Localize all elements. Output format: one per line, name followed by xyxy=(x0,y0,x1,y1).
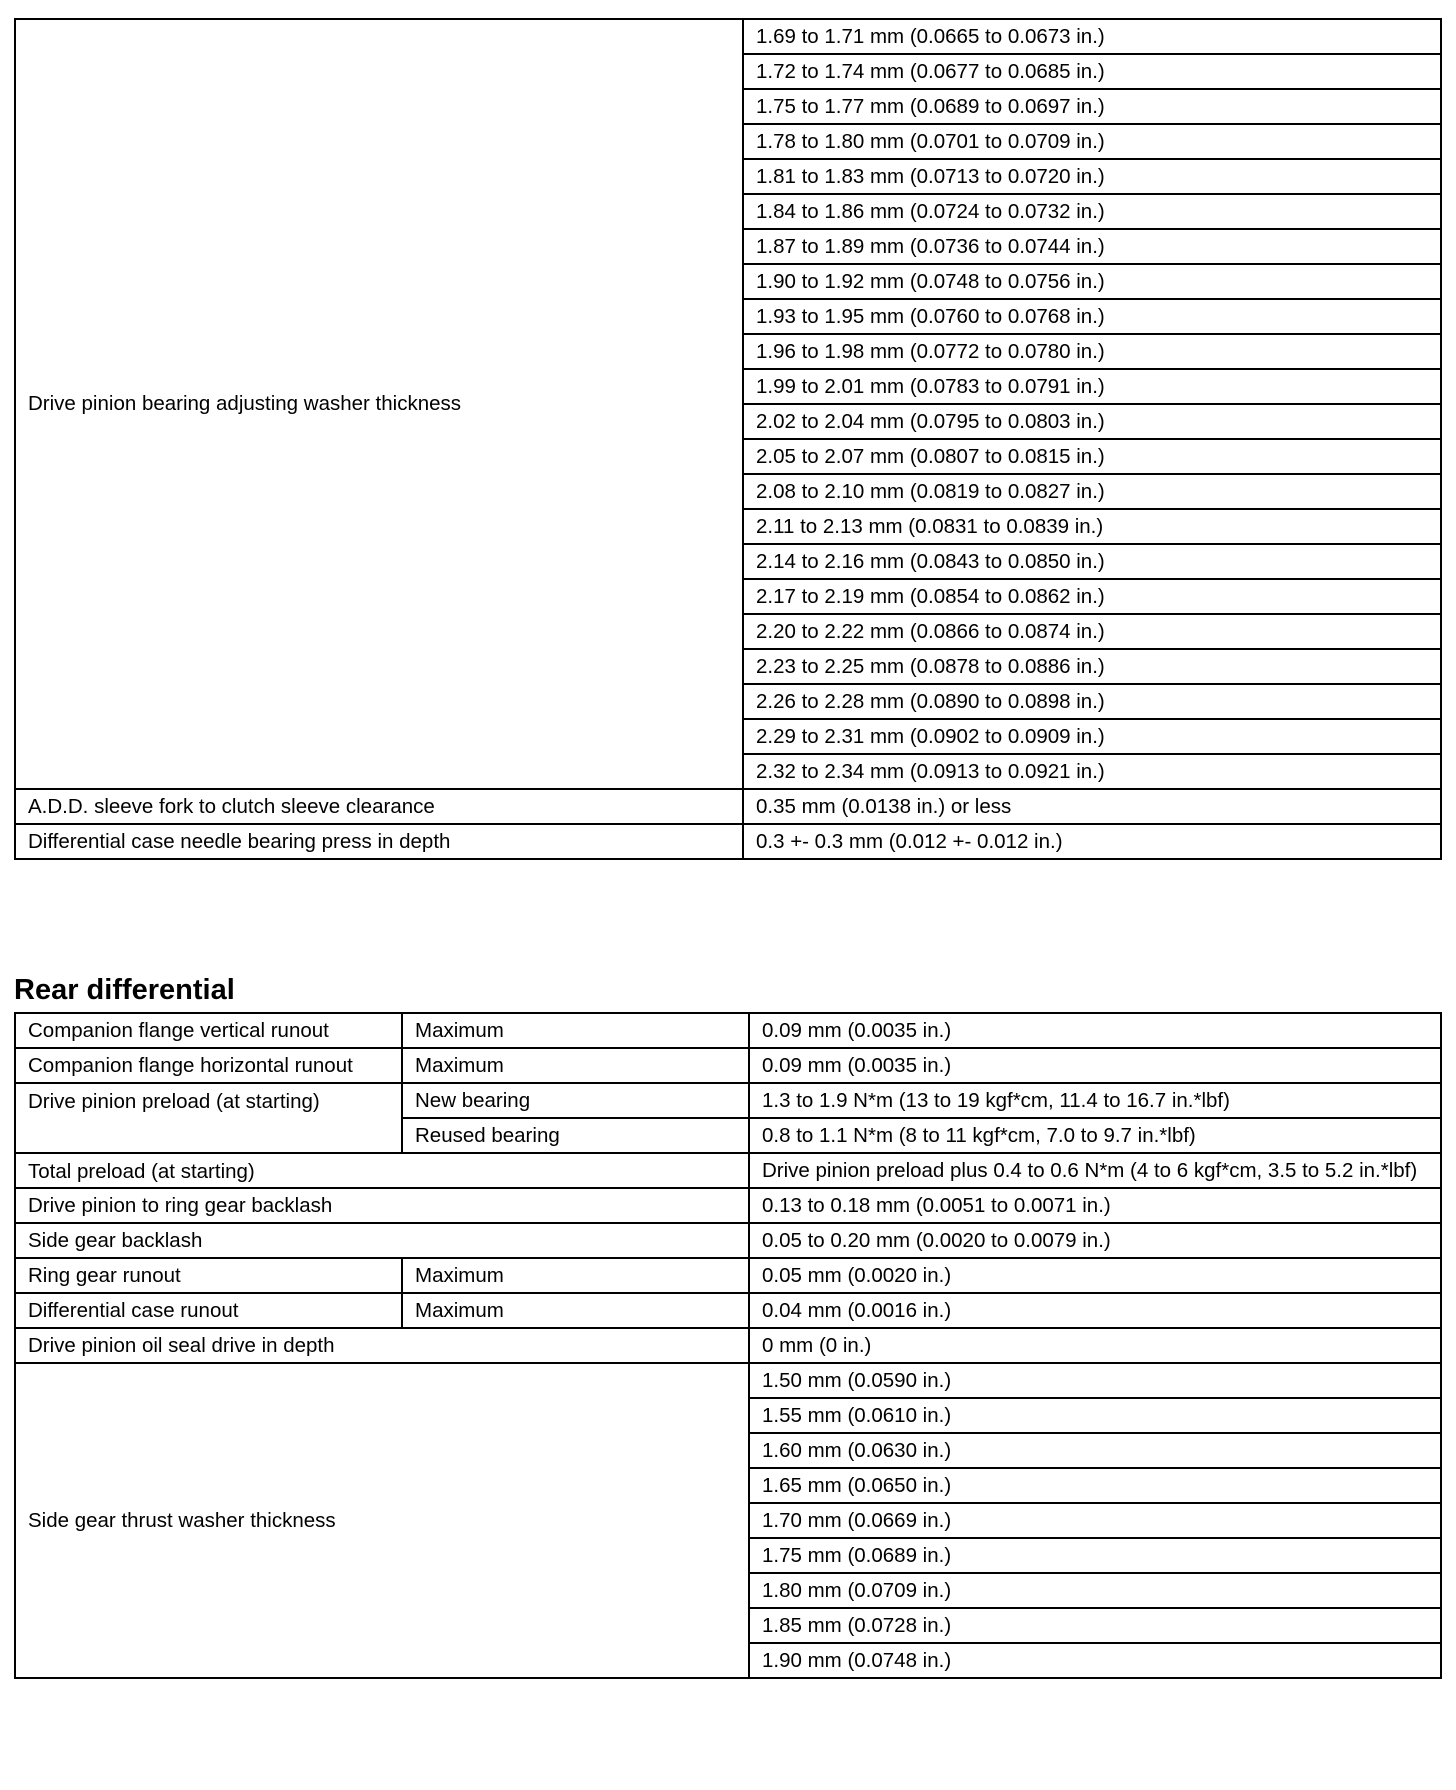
thrust-washer-value: 1.60 mm (0.0630 in.) xyxy=(749,1433,1441,1468)
side-backlash-value: 0.05 to 0.20 mm (0.0020 to 0.0079 in.) xyxy=(749,1223,1441,1258)
washer-value: 2.05 to 2.07 mm (0.0807 to 0.0815 in.) xyxy=(743,439,1441,474)
thrust-washer-label: Side gear thrust washer thickness xyxy=(15,1363,749,1678)
sleeve-fork-clearance-value: 0.35 mm (0.0138 in.) or less xyxy=(743,789,1441,824)
case-runout-sub: Maximum xyxy=(402,1293,749,1328)
table-row xyxy=(15,789,1441,824)
washer-value: 1.69 to 1.71 mm (0.0665 to 0.0673 in.) xyxy=(743,19,1441,54)
washer-value: 2.02 to 2.04 mm (0.0795 to 0.0803 in.) xyxy=(743,404,1441,439)
washer-value: 2.20 to 2.22 mm (0.0866 to 0.0874 in.) xyxy=(743,614,1441,649)
table-row xyxy=(15,1013,1441,1048)
table-row xyxy=(15,1293,1441,1328)
thrust-washer-value: 1.70 mm (0.0669 in.) xyxy=(749,1503,1441,1538)
ring-runout-sub: Maximum xyxy=(402,1258,749,1293)
front-spec-table xyxy=(14,18,1442,860)
sleeve-fork-clearance-label: A.D.D. sleeve fork to clutch sleeve clearance xyxy=(15,789,743,824)
washer-value: 2.08 to 2.10 mm (0.0819 to 0.0827 in.) xyxy=(743,474,1441,509)
washer-value: 1.78 to 1.80 mm (0.0701 to 0.0709 in.) xyxy=(743,124,1441,159)
case-runout-label: Differential case runout xyxy=(15,1293,402,1328)
washer-thickness-label: Drive pinion bearing adjusting washer thickness xyxy=(15,19,743,789)
thrust-washer-value: 1.90 mm (0.0748 in.) xyxy=(749,1643,1441,1678)
thrust-washer-value: 1.80 mm (0.0709 in.) xyxy=(749,1573,1441,1608)
companion-horizontal-sub: Maximum xyxy=(402,1048,749,1083)
companion-vertical-value: 0.09 mm (0.0035 in.) xyxy=(749,1013,1441,1048)
washer-value: 1.81 to 1.83 mm (0.0713 to 0.0720 in.) xyxy=(743,159,1441,194)
rear-differential-table xyxy=(14,1012,1442,1679)
total-preload-label: Total preload (at starting) xyxy=(15,1153,749,1188)
oil-seal-label: Drive pinion oil seal drive in depth xyxy=(15,1328,749,1363)
washer-value: 2.17 to 2.19 mm (0.0854 to 0.0862 in.) xyxy=(743,579,1441,614)
washer-value: 2.23 to 2.25 mm (0.0878 to 0.0886 in.) xyxy=(743,649,1441,684)
table-row xyxy=(15,1083,1441,1118)
washer-value: 2.11 to 2.13 mm (0.0831 to 0.0839 in.) xyxy=(743,509,1441,544)
thrust-washer-value: 1.65 mm (0.0650 in.) xyxy=(749,1468,1441,1503)
washer-value: 1.96 to 1.98 mm (0.0772 to 0.0780 in.) xyxy=(743,334,1441,369)
pinion-preload-new-value: 1.3 to 1.9 N*m (13 to 19 kgf*cm, 11.4 to 16.7 in.*lbf) xyxy=(749,1083,1441,1118)
washer-value: 1.90 to 1.92 mm (0.0748 to 0.0756 in.) xyxy=(743,264,1441,299)
washer-value: 2.14 to 2.16 mm (0.0843 to 0.0850 in.) xyxy=(743,544,1441,579)
oil-seal-value: 0 mm (0 in.) xyxy=(749,1328,1441,1363)
washer-value: 1.72 to 1.74 mm (0.0677 to 0.0685 in.) xyxy=(743,54,1441,89)
pinion-preload-new-sub: New bearing xyxy=(402,1083,749,1118)
table-row xyxy=(15,1258,1441,1293)
section-heading-rear-differential: Rear differential xyxy=(14,974,235,1006)
total-preload-value: Drive pinion preload plus 0.4 to 0.6 N*m (4 to 6 kgf*cm, 3.5 to 5.2 in.*lbf) xyxy=(749,1153,1441,1188)
washer-value: 1.93 to 1.95 mm (0.0760 to 0.0768 in.) xyxy=(743,299,1441,334)
pinion-preload-reused-value: 0.8 to 1.1 N*m (8 to 11 kgf*cm, 7.0 to 9.7 in.*lbf) xyxy=(749,1118,1441,1153)
needle-bearing-depth-label: Differential case needle bearing press in depth xyxy=(15,824,743,859)
backlash-label: Drive pinion to ring gear backlash xyxy=(15,1188,749,1223)
companion-vertical-label: Companion flange vertical runout xyxy=(15,1013,402,1048)
case-runout-value: 0.04 mm (0.0016 in.) xyxy=(749,1293,1441,1328)
table-row xyxy=(15,1328,1441,1363)
companion-vertical-sub: Maximum xyxy=(402,1013,749,1048)
washer-value: 1.87 to 1.89 mm (0.0736 to 0.0744 in.) xyxy=(743,229,1441,264)
table-row xyxy=(15,1188,1441,1223)
side-backlash-label: Side gear backlash xyxy=(15,1223,749,1258)
backlash-value: 0.13 to 0.18 mm (0.0051 to 0.0071 in.) xyxy=(749,1188,1441,1223)
companion-horizontal-value: 0.09 mm (0.0035 in.) xyxy=(749,1048,1441,1083)
washer-value: 1.84 to 1.86 mm (0.0724 to 0.0732 in.) xyxy=(743,194,1441,229)
washer-value: 2.26 to 2.28 mm (0.0890 to 0.0898 in.) xyxy=(743,684,1441,719)
ring-runout-value: 0.05 mm (0.0020 in.) xyxy=(749,1258,1441,1293)
pinion-preload-reused-sub: Reused bearing xyxy=(402,1118,749,1153)
ring-runout-label: Ring gear runout xyxy=(15,1258,402,1293)
pinion-preload-label: Drive pinion preload (at starting) xyxy=(15,1083,402,1153)
washer-value: 2.32 to 2.34 mm (0.0913 to 0.0921 in.) xyxy=(743,754,1441,789)
thrust-washer-value: 1.85 mm (0.0728 in.) xyxy=(749,1608,1441,1643)
table-row xyxy=(15,1363,1441,1398)
needle-bearing-depth-value: 0.3 +- 0.3 mm (0.012 +- 0.012 in.) xyxy=(743,824,1441,859)
thrust-washer-value: 1.55 mm (0.0610 in.) xyxy=(749,1398,1441,1433)
table-row xyxy=(15,1153,1441,1188)
thrust-washer-value: 1.75 mm (0.0689 in.) xyxy=(749,1538,1441,1573)
washer-value: 2.29 to 2.31 mm (0.0902 to 0.0909 in.) xyxy=(743,719,1441,754)
washer-value: 1.99 to 2.01 mm (0.0783 to 0.0791 in.) xyxy=(743,369,1441,404)
table-row xyxy=(15,1223,1441,1258)
thrust-washer-value: 1.50 mm (0.0590 in.) xyxy=(749,1363,1441,1398)
companion-horizontal-label: Companion flange horizontal runout xyxy=(15,1048,402,1083)
washer-value: 1.75 to 1.77 mm (0.0689 to 0.0697 in.) xyxy=(743,89,1441,124)
table-row xyxy=(15,824,1441,859)
table-row xyxy=(15,19,1441,54)
table-row xyxy=(15,1048,1441,1083)
